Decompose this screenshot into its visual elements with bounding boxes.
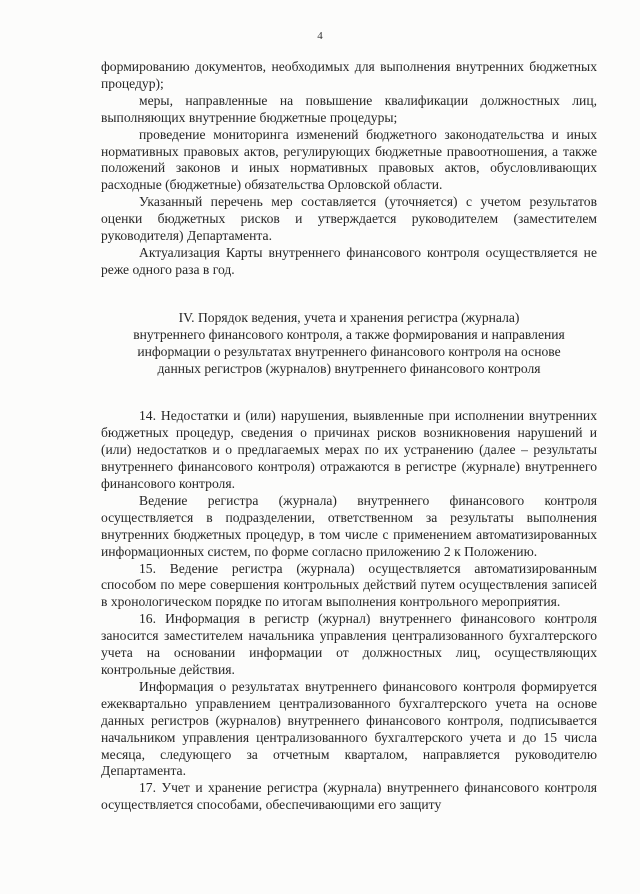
paragraph: 14. Недостатки и (или) нарушения, выявленные при исполнении внутренних бюджетных процедур, сведения о причинах рисков возникновения нарушений и (или) недостатков и о предлагаемых мерах по их устранению (далее – результаты внутреннего финансового контроля) отражаются в регистре (журнале) внутреннего финансового контроля. [101, 408, 597, 492]
section-heading-line: внутреннего финансового контроля, а также формирования и направления [133, 326, 565, 342]
paragraph: Информация о результатах внутреннего финансового контроля формируется ежеквартально управлением централизованного бухгалтерского учета на основе данных регистров (журналов) внутреннего финансового контроля, подписывается начальником управления централизованного бухгалтерского учета и до 15 числа месяца, следующего за отчетным кварталом, направляется руководителю Департамента. [101, 678, 597, 779]
section-heading [101, 310, 597, 378]
paragraph: формированию документов, необходимых для выполнения внутренних бюджетных процедур); [101, 59, 597, 91]
section-heading-line: информации о результатах внутреннего финансового контроля на основе [137, 343, 561, 359]
paragraph: 17. Учет и хранение регистра (журнала) внутреннего финансового контроля осуществляется способами, обеспечивающими его защиту [101, 780, 597, 813]
paragraph: Указанный перечень мер составляется (уточняется) с учетом результатов оценки бюджетных рисков и утверждается руководителем (заместителем руководителя) Департамента. [101, 194, 597, 244]
paragraph: 15. Ведение регистра (журнала) осуществляется автоматизированным способом по мере совершения контрольных действий путем осуществления записей в хронологическом порядке по итогам выполнения контрольного мероприятия. [101, 560, 597, 610]
page-number: 4 [317, 30, 323, 42]
paragraph: Актуализация Карты внутреннего финансового контроля осуществляется не реже одного раза в год. [101, 244, 597, 277]
document-body [101, 59, 597, 814]
section-heading-line: данных регистров (журналов) внутреннего финансового контроля [157, 360, 541, 376]
paragraph: 16. Информация в регистр (журнал) внутреннего финансового контроля заносится заместителем начальника управления централизованного бухгалтерского учета на основании информации от должностных лиц, осуществляющих контрольные действия. [101, 611, 597, 677]
section-heading-line: IV. Порядок ведения, учета и хранения регистра (журнала) [178, 309, 520, 325]
paragraph: Ведение регистра (журнала) внутреннего финансового контроля осуществляется в подразделении, ответственном за результаты выполнения внутренних бюджетных процедур, в том числе с применением автоматизированных информационных систем, по форме согласно приложению 2 к Положению. [101, 492, 597, 559]
paragraph: проведение мониторинга изменений бюджетного законодательства и иных нормативных правовых актов, регулирующих бюджетные правоотношения, а также положений законов и иных нормативных правовых актов, обусловливающих расходные (бюджетные) обязательства Орловской области. [101, 126, 597, 193]
paragraph: меры, направленные на повышение квалификации должностных лиц, выполняющих внутренние бюджетные процедуры; [101, 92, 597, 125]
